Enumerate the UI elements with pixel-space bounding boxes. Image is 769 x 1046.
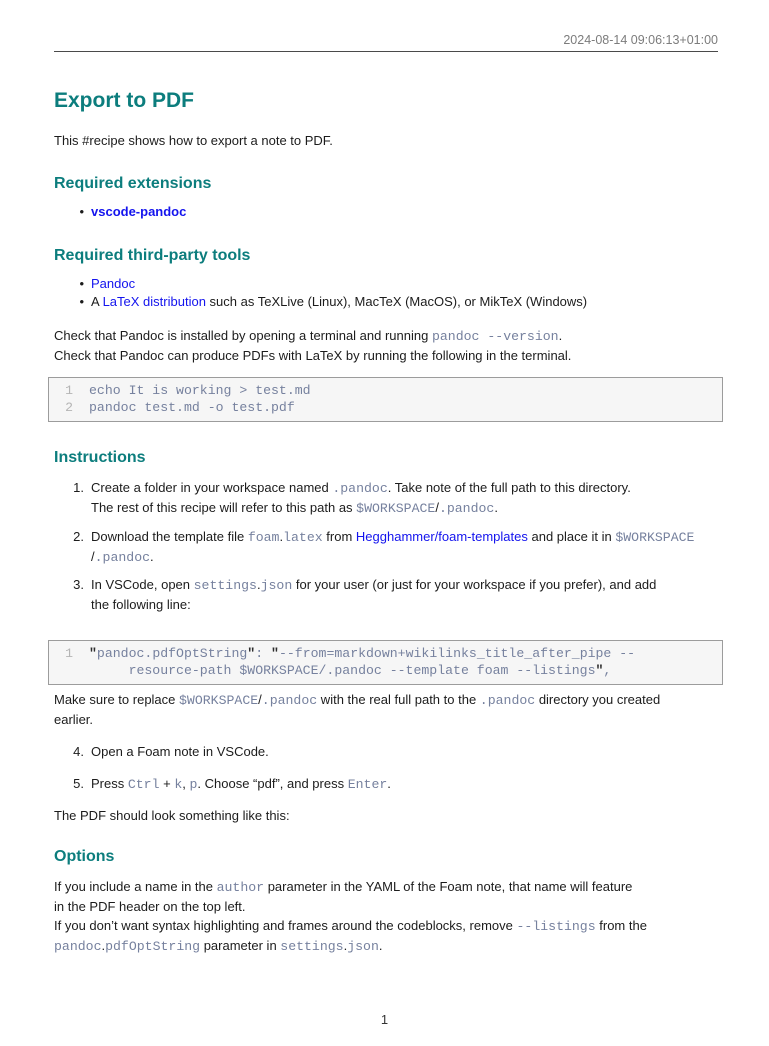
heading-required-tools: Required third-party tools bbox=[54, 247, 251, 264]
text-run: . bbox=[494, 500, 498, 515]
text-run: with the real full path to the bbox=[317, 692, 480, 707]
document-title: Export to PDF bbox=[54, 89, 194, 112]
step-number: 1. bbox=[73, 480, 84, 495]
text-run: pdfOptString bbox=[105, 939, 201, 954]
text-run: Press bbox=[91, 776, 128, 791]
text-run: . bbox=[279, 529, 284, 544]
text-run: Make sure to replace bbox=[54, 692, 180, 707]
heading-required-extensions: Required extensions bbox=[54, 175, 212, 192]
paragraph-pdf-preview: The PDF should look something like this: bbox=[54, 808, 290, 823]
list-item-text bbox=[91, 293, 587, 311]
code-line bbox=[59, 645, 712, 662]
text-run: pandoc bbox=[54, 939, 102, 954]
step-number: 3. bbox=[73, 577, 84, 592]
code-text bbox=[89, 662, 611, 679]
step-number: 2. bbox=[73, 529, 84, 544]
text-run: . bbox=[378, 938, 383, 953]
code-line bbox=[59, 662, 712, 679]
code-text bbox=[89, 645, 635, 662]
text-run: pandoc test.md -o test.pdf bbox=[89, 400, 295, 415]
latex-distribution-link[interactable]: LaTeX distribution bbox=[102, 294, 206, 309]
text-run: p bbox=[189, 777, 198, 792]
heading-options: Options bbox=[54, 848, 115, 865]
bullet-icon: • bbox=[79, 204, 84, 219]
text-run: The rest of this recipe will refer to this path as bbox=[91, 500, 357, 515]
text-run: , bbox=[603, 663, 612, 678]
text-run: --from=markdown+wikilinks_title_after_pipe -- bbox=[278, 646, 636, 661]
bullet-icon: • bbox=[79, 276, 84, 291]
text-run: --listings bbox=[516, 919, 596, 934]
text-run: directory you created bbox=[535, 692, 661, 707]
step-text bbox=[91, 478, 631, 518]
text-run: . bbox=[256, 577, 261, 592]
step-text bbox=[91, 575, 656, 614]
text-run: : bbox=[255, 646, 272, 661]
text-run: + bbox=[159, 776, 175, 791]
step-item-4 bbox=[54, 742, 723, 761]
step-item-5 bbox=[54, 774, 723, 794]
text-run: settings bbox=[280, 939, 344, 954]
line-number: 1 bbox=[65, 383, 73, 398]
line-number: 1 bbox=[65, 646, 73, 661]
text-run: If you don’t want syntax highlighting and frames around the codeblocks, remove bbox=[54, 918, 517, 933]
text-run: k bbox=[174, 777, 183, 792]
page-number: 1 bbox=[380, 1012, 389, 1027]
text-run: Check that Pandoc is installed by opening a terminal and running bbox=[54, 328, 432, 343]
text-run: Enter bbox=[347, 777, 388, 792]
text-run: author bbox=[216, 880, 265, 895]
code-line bbox=[59, 399, 712, 416]
text-run: . bbox=[101, 938, 106, 953]
text-run: $WORKSPACE bbox=[356, 501, 436, 516]
text-run: . bbox=[150, 549, 154, 564]
text-run: and place it in bbox=[527, 529, 616, 544]
pandoc-link[interactable]: Pandoc bbox=[91, 276, 136, 291]
list-item-text bbox=[91, 203, 186, 221]
code-block-terminal-check bbox=[48, 377, 723, 422]
step-item-3 bbox=[54, 575, 723, 614]
text-run: Download the template file bbox=[91, 529, 248, 544]
text-run: .pandoc bbox=[261, 693, 318, 708]
text-run: pandoc --version bbox=[431, 329, 559, 344]
text-run: $WORKSPACE bbox=[615, 530, 695, 545]
text-run: json bbox=[347, 939, 379, 954]
list-item-text bbox=[91, 275, 135, 293]
text-run: json bbox=[260, 578, 293, 593]
text-run: / bbox=[435, 500, 439, 515]
step-text bbox=[91, 742, 269, 761]
text-run: . bbox=[558, 328, 563, 343]
line-number: 2 bbox=[65, 400, 73, 415]
paragraph-options bbox=[54, 877, 723, 956]
step-text bbox=[91, 774, 391, 794]
text-run: .pandoc bbox=[332, 481, 388, 496]
page-header bbox=[54, 0, 718, 52]
text-run: " bbox=[247, 646, 256, 661]
text-run: settings bbox=[193, 578, 257, 593]
text-run: , bbox=[182, 776, 190, 791]
text-run: such as TeXLive (Linux), MacTeX (MacOS), or MikTeX (Windows) bbox=[205, 294, 588, 309]
paragraph-replace-workspace bbox=[54, 690, 723, 729]
line-number bbox=[59, 662, 73, 679]
text-run: In VSCode, open bbox=[91, 577, 194, 592]
text-run: " bbox=[595, 663, 604, 678]
code-block-settings-json bbox=[48, 640, 723, 685]
text-run: latex bbox=[283, 530, 323, 545]
text-run: " bbox=[271, 646, 279, 661]
text-run: Open a Foam note in VSCode. bbox=[91, 744, 269, 759]
heading-instructions: Instructions bbox=[54, 449, 146, 466]
list-item-pandoc bbox=[54, 275, 723, 293]
text-run: .pandoc bbox=[479, 693, 536, 708]
foam-templates-link[interactable]: Hegghammer/foam-templates bbox=[355, 529, 528, 544]
text-run: foam bbox=[247, 530, 280, 545]
paragraph-check-pandoc bbox=[54, 326, 723, 365]
text-run: . Take note of the full path to this directory. bbox=[387, 480, 631, 495]
step-item-2 bbox=[54, 527, 723, 567]
text-run: from the bbox=[595, 918, 647, 933]
list-item-latex bbox=[54, 293, 723, 311]
text-run: in the PDF header on the top left. bbox=[54, 899, 246, 914]
text-run: " bbox=[89, 646, 97, 661]
text-run: .pandoc bbox=[438, 501, 495, 516]
text-run: Check that Pandoc can produce PDFs with LaTeX by running the following in the terminal. bbox=[54, 348, 572, 363]
code-text bbox=[89, 399, 295, 416]
text-run: pandoc.pdfOptString bbox=[96, 646, 248, 661]
text-run: the following line: bbox=[91, 597, 191, 612]
text-run: . bbox=[343, 938, 348, 953]
step-text bbox=[91, 527, 694, 567]
text-run: echo It is working > test.md bbox=[89, 383, 311, 398]
text-run: from bbox=[322, 529, 356, 544]
code-line bbox=[59, 382, 712, 399]
text-run: If you include a name in the bbox=[54, 879, 217, 894]
step-number: 5. bbox=[73, 776, 84, 791]
text-run: resource-path $WORKSPACE/.pandoc --template foam --listings bbox=[89, 663, 596, 678]
text-run: parameter in bbox=[200, 938, 281, 953]
intro-paragraph: This #recipe shows how to export a note to PDF. bbox=[54, 133, 333, 148]
step-item-1 bbox=[54, 478, 723, 518]
list-item-vscode-pandoc bbox=[54, 203, 723, 221]
text-run: / bbox=[258, 692, 262, 707]
bullet-icon: • bbox=[79, 294, 84, 309]
text-run: Create a folder in your workspace named bbox=[91, 480, 333, 495]
text-run: for your user (or just for your workspace if you prefer), and add bbox=[292, 577, 657, 592]
text-run: A bbox=[91, 294, 103, 309]
text-run: Ctrl bbox=[127, 777, 160, 792]
code-text bbox=[89, 382, 311, 399]
text-run: / bbox=[91, 549, 95, 564]
text-run: . Choose “pdf”, and press bbox=[197, 776, 348, 791]
text-run: parameter in the YAML of the Foam note, that name will feature bbox=[264, 879, 633, 894]
header-timestamp: 2024-08-14 09:06:13+01:00 bbox=[563, 33, 718, 47]
vscode-pandoc-link[interactable]: vscode-pandoc bbox=[91, 204, 187, 219]
text-run: . bbox=[387, 776, 391, 791]
text-run: $WORKSPACE bbox=[179, 693, 259, 708]
text-run: earlier. bbox=[54, 712, 94, 727]
step-number: 4. bbox=[73, 744, 84, 759]
text-run: .pandoc bbox=[94, 550, 151, 565]
